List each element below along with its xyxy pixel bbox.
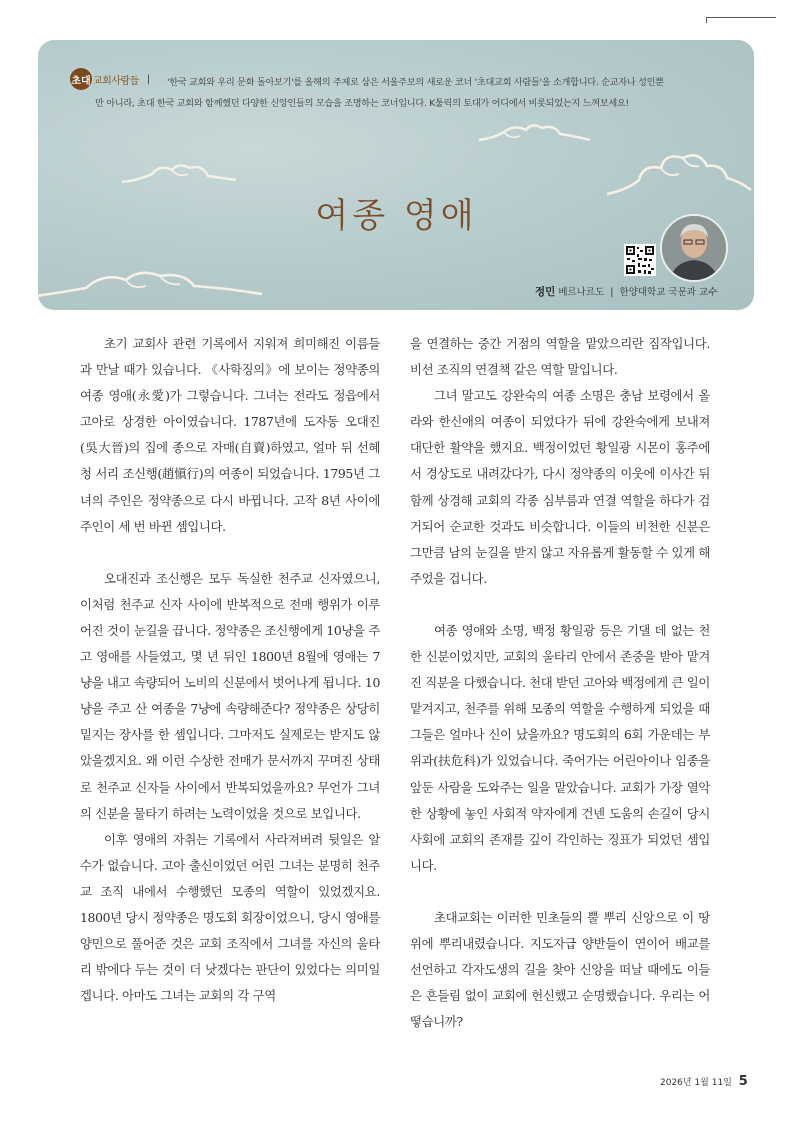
separator: | xyxy=(146,73,151,85)
separator: | xyxy=(610,287,614,298)
crop-mark xyxy=(706,17,707,23)
page-number: 5 xyxy=(738,1074,748,1089)
body-column-right xyxy=(410,331,710,1035)
intro-line-1: '한국 교회와 우리 문화 돌아보기'를 올해의 주제로 삼은 서울주보의 새로운 코너 '초대교회 사람들'을 소개합니다. 순교자나 성인뿐 xyxy=(167,77,664,88)
qr-code-icon[interactable] xyxy=(624,244,656,276)
paragraph: 초기 교회사 관련 기록에서 지워져 희미해진 이름들과 만날 때가 있습니다. 《사학징의》에 보이는 정약종의 여종 영애(永愛)가 그렇습니다. 그녀는 전라도 정읍에서 고아로 상경한 아이였습니다. 1787년에 도자동 오대진(吳大晉)의 집에 종으로 자매(自賣)하였고, 얼마 뒤 선혜청 서리 조신행(趙愼行)의 여종이 되었습니다. 1795년 그녀의 주인은 정약종으로 다시 바뀝니다. 고작 8년 사이에 주인이 세 번 바뀐 셈입니다. xyxy=(80,336,380,534)
paragraph: 여종 영애와 소명, 백정 황일광 등은 기댈 데 없는 천한 신분이었지만, 교회의 울타리 안에서 존중을 받아 맡겨진 직분을 다했습니다. 천대 받던 고아와 백정에게 큰 일이 맡겨지고, 천주를 위해 모종의 역할을 수행하게 되었을 때 그들은 얼마나 신이 났을까요? 명도회의 6회 가운데는 부위과(扶危科)가 있었습니다. 죽어가는 어린아이나 임종을 앞둔 사람을 도와주는 일을 맡았습니다. 교회가 가장 열악한 상황에 놓인 사회적 약자에게 건넨 도움의 손길이 당시 사회에 교회의 존재를 깊이 각인하는 징표가 되었던 셈입니다. xyxy=(410,622,710,873)
body-column-left xyxy=(80,331,380,1009)
cloud-ornament-icon xyxy=(474,120,594,146)
issue-date: 2026년 1월 11일 xyxy=(660,1078,732,1088)
author-name: 정민 xyxy=(535,286,556,298)
series-badge-label: 교회사람들 xyxy=(93,75,139,87)
intro-line-2: 만 아니라, 초대 한국 교회와 함께했던 다양한 신앙인들의 모습을 조명하는 코너입니다. K툴릭의 토대가 어디에서 비롯되었는지 느껴보세요! xyxy=(95,98,629,109)
cloud-ornament-icon xyxy=(118,158,238,188)
paragraph: 초대교회는 이러한 민초들의 뿔 뿌리 신앙으로 이 땅 위에 뿌리내렸습니다. 지도자급 양반들이 연이어 배교를 선언하고 각자도생의 길을 찾아 신앙을 떠날 때에도 이들은 흔들림 없이 교회에 헌신했고 순명했습니다. 우리는 어떻습니까? xyxy=(410,909,710,1030)
paragraph: 오대진과 조신행은 모두 독실한 천주교 신자였으니, 이처럼 천주교 신자 사이에 반복적으로 전매 행위가 이루어진 것이 눈길을 끕니다. 정약종은 조신행에게 10냥을 주고 영애를 사들였고, 몇 년 뒤인 1800년 8월에 영애는 7냥을 내고 속량되어 노비의 신분에서 벗어나게 됩니다. 10냥을 주고 산 여종을 7냥에 속량해준다? 정약종은 상당히 밑지는 장사를 한 셈입니다. 그마저도 실제로는 받지도 않았을겠지요. 왜 이런 수상한 전매가 문서까지 꾸며진 상태로 천주교 신자들 사이에서 반복되었을까요? 무언가 그녀의 신분을 물타기 하려는 노력이었을 것으로 보입니다. xyxy=(80,570,380,821)
paragraph: 그녀 말고도 강완숙의 여종 소명은 충남 보령에서 올라와 한신애의 여종이 되었다가 뒤에 강완숙에게 보내져 대단한 활약을 했지요. 백정이었던 황일광 시몬이 홍주에서 경상도로 내려갔다가, 다시 정약종의 이웃에 이사간 뒤 함께 상경해 교회의 각종 심부름과 연결 역할을 하다가 검거되어 순교한 것과도 비슷합니다. 이들의 비천한 신분은 그만큼 남의 눈길을 받지 않고 자유롭게 활동할 수 있게 해 주었을 겁니다. xyxy=(410,388,710,586)
paragraph: 을 연결하는 중간 거점의 역할을 맡았으리란 짐작입니다. 비선 조직의 연결책 같은 역할 말입니다. xyxy=(410,336,710,378)
cloud-ornament-icon xyxy=(38,262,264,302)
crop-mark xyxy=(706,17,776,18)
author-byline xyxy=(535,284,717,299)
paragraph: 이후 영애의 자취는 기록에서 사라져버려 뒷일은 알 수가 없습니다. 고아 출신이었던 어린 그녀는 분명히 천주교 조직 내에서 수행했던 모종의 역할이 있었겠지요. 1800년 당시 정약종은 명도회 회장이었으니, 당시 영애를 양민으로 풀어준 것은 교회 조직에서 그녀를 자신의 울타리 밖에다 두는 것이 더 낫겠다는 판단이 있었다는 의미일 겝니다. 아마도 그녀는 교회의 각 구역 xyxy=(80,831,380,1004)
series-badge-circle: 초대 xyxy=(70,68,92,90)
author-affiliation: 한양대학교 국문과 교수 xyxy=(619,287,718,298)
page-footer xyxy=(660,1074,748,1089)
author-baptismal-name: 베르나르도 xyxy=(558,287,605,298)
intro-text xyxy=(95,72,717,114)
article-title: 여종 영애 xyxy=(315,196,478,236)
